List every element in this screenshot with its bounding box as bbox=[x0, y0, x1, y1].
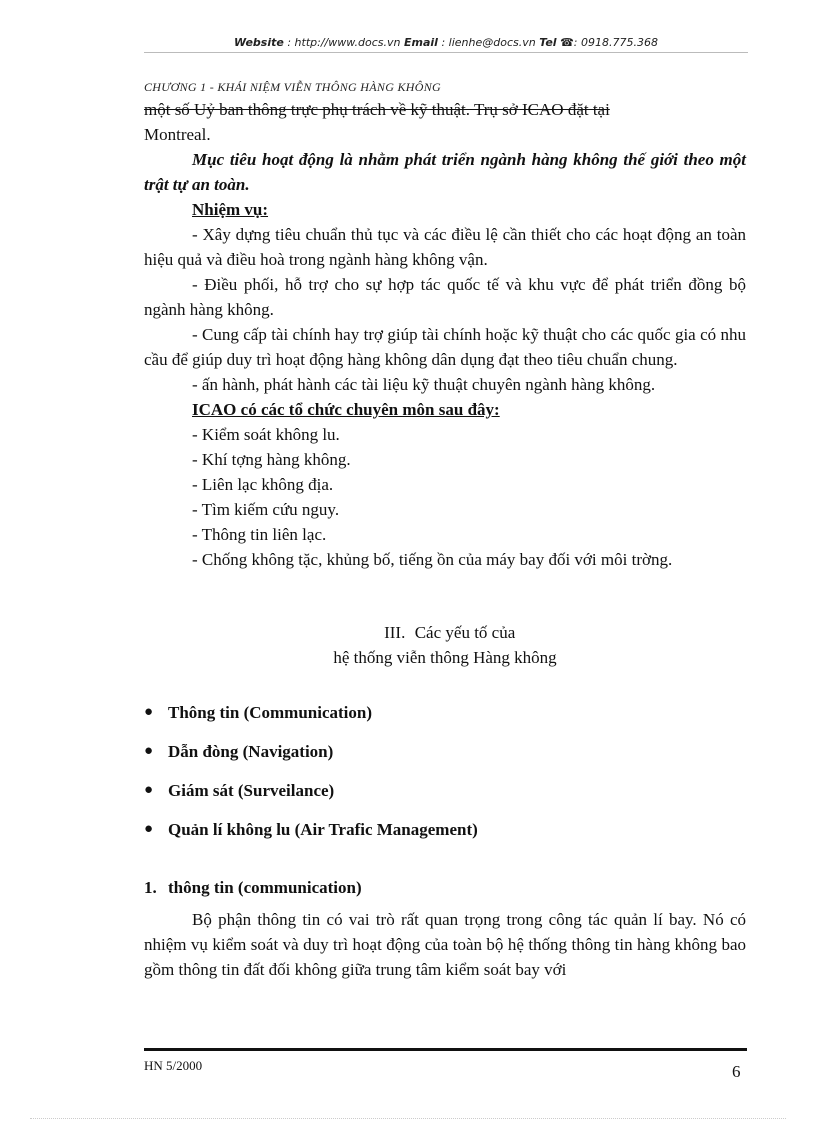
tel-value: : 0918.775.368 bbox=[573, 36, 658, 49]
phone-icon: ☎ bbox=[560, 36, 574, 49]
orgs-title: ICAO có các tổ chức chuyên môn sau đây: bbox=[192, 400, 500, 419]
org-item: - Chống không tặc, khủng bố, tiếng ồn của máy bay đối với môi trờng. bbox=[192, 550, 673, 569]
bullet-icon: ● bbox=[144, 782, 154, 798]
org-item: - Tìm kiếm cứu nguy. bbox=[192, 500, 340, 519]
email-label: Email bbox=[404, 36, 438, 49]
subsection-number: 1. bbox=[144, 878, 157, 897]
bullet-text: Thông tin (Communication) bbox=[168, 703, 373, 722]
chapter-title: CHƯƠNG 1 - KHÁI NIỆM VIỄN THÔNG HÀNG KHÔNG bbox=[144, 80, 441, 93]
org-item: - Liên lạc không địa. bbox=[192, 475, 334, 494]
text-line: Montreal. bbox=[144, 125, 211, 144]
bullet-icon: ● bbox=[144, 821, 154, 837]
duty-item: - Điều phối, hỗ trợ cho sự hợp tác quốc tế và khu vực để phát triển đồng bộ ngành hàng không. bbox=[144, 275, 746, 319]
page-bottom-divider bbox=[30, 1118, 786, 1119]
section-number: III. bbox=[384, 623, 406, 642]
subsection-title: thông tin (communication) bbox=[168, 878, 362, 897]
org-item: - Khí tợng hàng không. bbox=[192, 450, 351, 469]
bullet-item bbox=[144, 778, 746, 817]
document-body bbox=[144, 97, 746, 982]
footer-rule bbox=[144, 1048, 747, 1051]
header-rule bbox=[144, 52, 748, 53]
org-item: - Thông tin liên lạc. bbox=[192, 525, 327, 544]
duties-title: Nhiệm vụ: bbox=[192, 200, 269, 219]
bullet-item bbox=[144, 739, 746, 778]
bullet-item bbox=[144, 700, 746, 739]
tel-label: Tel bbox=[539, 36, 557, 49]
bullet-list bbox=[144, 700, 746, 856]
bullet-text: Quản lí không lu (Air Trafic Management) bbox=[168, 820, 478, 839]
struck-line: một số Uỷ ban thông trực phụ trách về kỹ thuật. Trụ sở ICAO đặt tại bbox=[144, 100, 610, 119]
subsection-heading bbox=[144, 875, 746, 900]
website-label: Website bbox=[234, 36, 284, 49]
org-item: - Kiểm soát không lu. bbox=[192, 425, 340, 444]
page-header bbox=[144, 36, 748, 49]
bullet-item bbox=[144, 817, 746, 856]
subsection-paragraph: Bộ phận thông tin có vai trò rất quan trọng trong công tác quản lí bay. Nó có nhiệm vụ kiểm soát và duy trì hoạt động của toàn bộ hệ thống thông tin hàng không bao gồm thông tin đất đối không giữa trung tâm kiểm soát bay với bbox=[144, 910, 746, 979]
duty-item: - Xây dựng tiêu chuẩn thủ tục và các điều lệ cần thiết cho các hoạt động an toàn hiệu quả và điều hoà trong ngành hàng không vận. bbox=[144, 225, 746, 269]
bullet-icon: ● bbox=[144, 743, 154, 759]
section-title-line1: Các yếu tố của bbox=[414, 623, 516, 642]
email-value[interactable]: : lienhe@docs.vn bbox=[441, 36, 536, 49]
bullet-text: Dẫn đòng (Navigation) bbox=[168, 742, 334, 761]
section-heading bbox=[144, 620, 746, 670]
goal-paragraph: Mục tiêu hoạt động là nhằm phát triển ngành hàng không thế giới theo một trật tự an toàn. bbox=[144, 150, 746, 194]
duty-item: - ấn hành, phát hành các tài liệu kỹ thuật chuyên ngành hàng không. bbox=[192, 375, 656, 394]
bullet-text: Giám sát (Surveilance) bbox=[168, 781, 335, 800]
website-url[interactable]: : http://www.docs.vn bbox=[287, 36, 401, 49]
duty-item: - Cung cấp tài chính hay trợ giúp tài chính hoặc kỹ thuật cho các quốc gia có nhu cầu để giúp duy trì hoạt động hàng không dân dụng đạt theo tiêu chuẩn chung. bbox=[144, 325, 746, 369]
page-number: 6 bbox=[732, 1062, 741, 1081]
footer-date: HN 5/2000 bbox=[144, 1058, 203, 1073]
section-title-line2: hệ thống viễn thông Hàng không bbox=[333, 648, 557, 667]
bullet-icon: ● bbox=[144, 704, 154, 720]
